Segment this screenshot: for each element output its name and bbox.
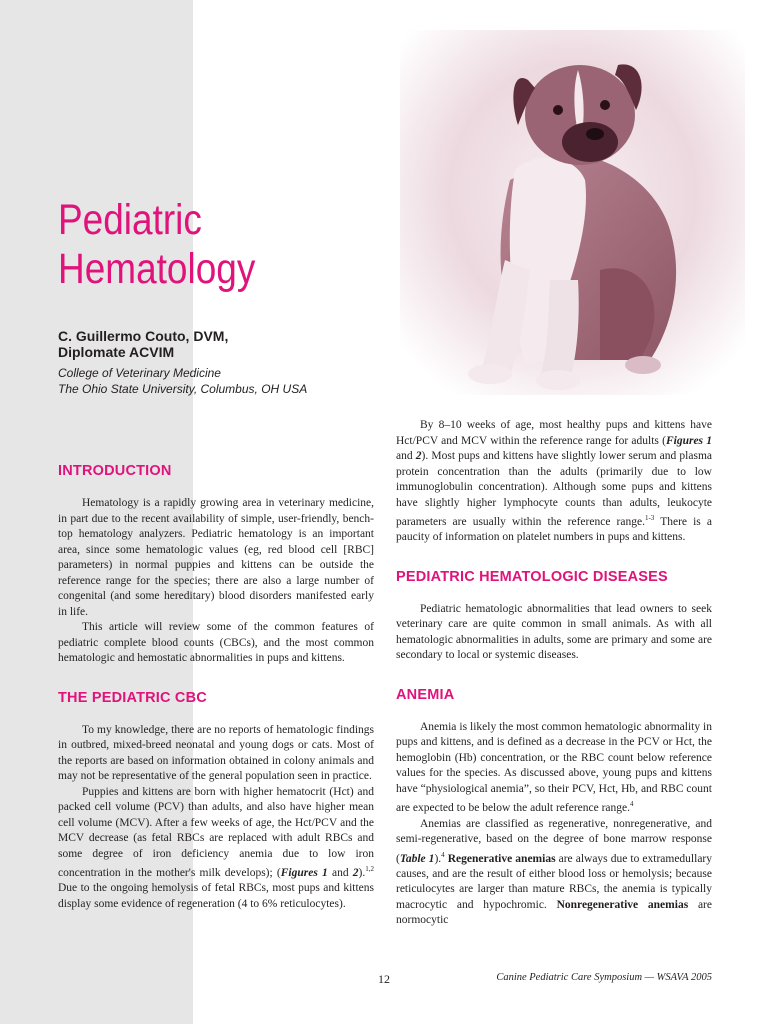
table-1-reference: Table 1 bbox=[399, 852, 435, 865]
intro-paragraph-2: This article will review some of the common features of pediatric complete blood counts (CBCs), and the most common hematologic and hemostatic abnormalities in pups and kittens. bbox=[58, 621, 374, 664]
title-line-2: Hematology bbox=[58, 245, 256, 293]
cbc-p2-and: and bbox=[327, 866, 353, 879]
anemia-paragraph-2 bbox=[396, 817, 712, 929]
diseases-paragraph: Pediatric hematologic abnormalities that lead owners to seek veterinary care are quite common in small animals. As with all hematologic abnormalities in adults, some are primary and some are secondary to local or systemic diseases. bbox=[396, 602, 712, 662]
cbc-paragraph-1: To my knowledge, there are no reports of hematologic findings in outbred, mixed-breed neonatal and young dogs or cats. Most of the reports are based on information obtained in colony animals and may not be representative of the general population seen in practice. bbox=[58, 723, 374, 782]
regenerative-anemias-term: Regenerative anemias bbox=[447, 852, 556, 865]
right-p1-text-c: There is a paucity of information on platelet numbers in pups and kittens. bbox=[396, 515, 712, 544]
footer-credit: Canine Pediatric Care Symposium — WSAVA 2005 bbox=[496, 972, 712, 983]
anemia-p2-text-a: Anemias are classified as regenerative, nonregenerative, and semi-regenerative, based on the degree of bone marrow response ( bbox=[396, 817, 712, 865]
author-block bbox=[58, 328, 228, 360]
section-heading-introduction: INTRODUCTION bbox=[58, 463, 172, 479]
section-heading-anemia: ANEMIA bbox=[396, 686, 455, 703]
author-credential: Diplomate ACVIM bbox=[58, 344, 175, 360]
intro-paragraph-1: Hematology is a rapidly growing area in veterinary medicine, in part due to the recent availability of simple, user-friendly, bench-top hematology analyzers. Pediatric hematology is an important area, since some hematologic values (eg, red blood cell [RBC] parameters) in normal puppies and kittens can be outside the reference range for the species; there are also a large number of congenital (and some hereditary) blood disorders manifested early in life. bbox=[58, 497, 374, 618]
citation-superscript: 1,2 bbox=[365, 865, 374, 873]
figure-1-reference: Figures 1 bbox=[665, 434, 712, 447]
anemia-p2-text-b: ). bbox=[434, 852, 442, 865]
citation-superscript: 1-3 bbox=[644, 514, 655, 522]
anemia-p1-text: Anemia is likely the most common hematologic abnormality in pups and kittens, and is defined as a decrease in the PCV or Hct, the hemoglobin (Hb) concentration, or the RBC count below reference values for the species. As discussed above, young pups and kittens have “physiological anemia”, so their PCV, Hct, Hb, and RBC count are expected to be below the adult reference range. bbox=[396, 720, 712, 815]
page-number: 12 bbox=[378, 972, 390, 986]
left-column bbox=[58, 462, 374, 912]
nonregenerative-anemias-term: Nonregenerative anemias bbox=[556, 898, 689, 911]
cbc-paragraph-2 bbox=[58, 785, 374, 913]
figure-2-reference: 2 bbox=[415, 450, 422, 462]
section-heading-pediatric-diseases: PEDIATRIC HEMATOLOGIC DISEASES bbox=[396, 568, 668, 585]
cbc-p2-text-a: Puppies and kittens are born with higher hematocrit (Hct) and packed cell volume (PCV) than adults, and also have higher mean cell volume (MCV). After a few weeks of age, the Hct/PCV and the MCV decrease (as fetal RBCs are replaced with adult RBCs and some degree of iron deficiency anemia due to low iron concentration in the mother's milk develops); ( bbox=[58, 785, 374, 879]
right-p1-text-a: By 8–10 weeks of age, most healthy pups and kittens have Hct/PCV and MCV within the reference range for adults ( bbox=[396, 419, 712, 447]
citation-superscript: 4 bbox=[441, 850, 445, 859]
affiliation-college: College of Veterinary Medicine bbox=[58, 366, 221, 380]
article-title bbox=[58, 196, 255, 294]
boxer-puppy-photo bbox=[400, 30, 745, 395]
affiliation-university: The Ohio State University, Columbus, OH USA bbox=[58, 382, 308, 396]
section-heading-pediatric-cbc: THE PEDIATRIC CBC bbox=[58, 689, 207, 706]
figure-1-reference: Figures 1 bbox=[280, 866, 328, 879]
citation-superscript: 4 bbox=[630, 800, 634, 809]
affiliation-block bbox=[58, 365, 307, 397]
cbc-p2-text-b: ). bbox=[358, 866, 366, 879]
right-column bbox=[396, 418, 712, 929]
right-paragraph-1 bbox=[396, 418, 712, 546]
title-line-1: Pediatric bbox=[58, 196, 202, 244]
right-p1-text-b: ). Most pups and kittens have slightly lower serum and plasma protein concentration than the adults (primarily due to low immunoglobulin concentration). Although some pups and kittens have slightly higher lymphocyte counts than adults, leukocyte parameters are usually within the reference range. bbox=[396, 450, 713, 528]
figure-2-reference: 2 bbox=[352, 866, 359, 879]
anemia-p2-text-c: are always due to extramedullary causes, and are the result of either blood loss or hemolysis; because reticulocytes are larger than mature RBCs, the anemia is typically macrocytic and hypochromic. bbox=[396, 852, 712, 911]
anemia-p2-text-d: are normocytic bbox=[396, 898, 712, 927]
anemia-paragraph-1 bbox=[396, 720, 712, 817]
cbc-p2-text-c: Due to the ongoing hemolysis of fetal RBCs, most pups and kittens display some evidence of regeneration (4 to 6% reticulocytes). bbox=[58, 882, 374, 910]
right-p1-and: and bbox=[396, 450, 416, 462]
author-name: C. Guillermo Couto, DVM, bbox=[58, 328, 229, 344]
